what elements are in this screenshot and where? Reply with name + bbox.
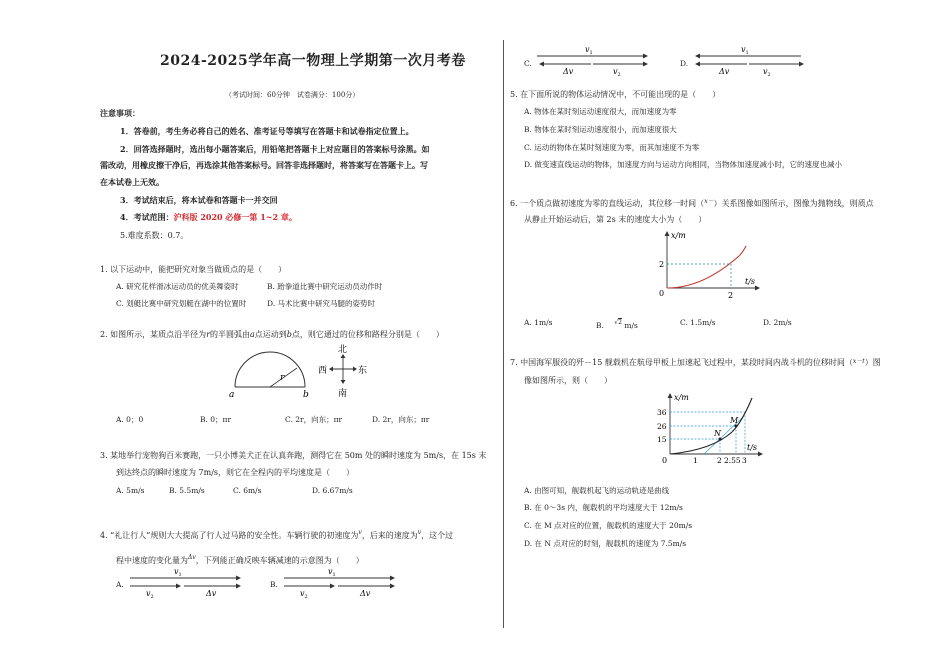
- origin-label: 0: [662, 456, 668, 465]
- x-tick-label: 2: [728, 291, 734, 300]
- q1-option-a[interactable]: A. 研究花样滑冰运动员的优美舞姿时: [116, 282, 239, 291]
- q6-xt-graph: [655, 226, 765, 301]
- q4-stem-line1: [100, 527, 453, 541]
- compass-west: 西: [318, 366, 328, 376]
- compass-north: 北: [338, 345, 348, 355]
- v2-label: $v_2$: [613, 67, 621, 76]
- compass-east: 东: [358, 366, 368, 376]
- q4-option-c-diagram: [535, 42, 655, 76]
- q4-option-b-diagram: [282, 564, 402, 598]
- q7-stem-xt: x－t: [852, 358, 865, 365]
- q5-stem: 5. 在下面所说的物体运动情况中，不可能出现的是（ ）: [510, 90, 721, 99]
- y-tick-label: 36: [657, 408, 667, 417]
- q2-stem-r: r: [206, 330, 211, 339]
- x-axis-label: t/s: [747, 443, 758, 452]
- arrow-right-icon: [799, 62, 804, 67]
- q7-xt-graph: [652, 388, 772, 468]
- q3-option-c[interactable]: C. 6m/s: [233, 486, 262, 495]
- q4-option-c-label[interactable]: C.: [524, 59, 532, 68]
- q1-option-d[interactable]: D. 马术比赛中研究马腿的姿势时: [267, 299, 376, 308]
- arrow-up-icon: [668, 393, 673, 398]
- arrow-left-icon: [695, 54, 700, 59]
- q7-option-b[interactable]: B. 在 0～3s 内，舰载机的平均速度大于 12m/s: [524, 503, 683, 512]
- arrow-right-icon: [176, 584, 181, 589]
- q6-option-c[interactable]: C. 1.5m/s: [680, 318, 716, 327]
- q6-option-d[interactable]: D. 2m/s: [763, 318, 792, 327]
- q2-semicircle-figure: [225, 342, 385, 404]
- note-1: 1．答卷前，考生务必将自己的姓名、准考证号等填写在答题卡和试卷指定位置上。: [120, 126, 414, 136]
- q3-stem-line1: 3. 某地举行宠物狗百米赛跑，一只小博美犬正在认真奔跑，测得它在 50m 处的瞬时速度为 5m/s，在 15s 末: [100, 451, 487, 460]
- q4-stem-part: ，下列能正确反映车辆减速的示意图为（ ）: [195, 556, 364, 565]
- y-axis-label: x/m: [674, 393, 689, 402]
- q2-stem: [100, 329, 444, 340]
- arrow-right-icon: [236, 584, 241, 589]
- xt-parabola: [667, 256, 739, 288]
- q4-stem-part: 4. “礼让行人”规则大大提高了行人过马路的安全性。车辆行驶的初速度为: [100, 531, 359, 540]
- q1-option-c[interactable]: C. 划艇比赛中研究划艇在湖中的位置时: [116, 299, 247, 308]
- dv-label: Δv: [360, 589, 371, 598]
- page-title: 2024-2025学年高一物理上学期第一次月考卷: [160, 53, 466, 69]
- q6-option-b-prefix: B.: [596, 321, 604, 330]
- q5-option-a[interactable]: A. 物体在某时刻运动速度很大，而加速度为零: [524, 107, 677, 116]
- exam-meta: （考试时间：60分钟 试卷满分：100分）: [225, 91, 360, 99]
- arrow-right-icon: [643, 54, 648, 59]
- q2-stem-part: 2. 如图所示，某质点沿半径为: [100, 330, 207, 339]
- v2-label: $v_2$: [763, 67, 771, 76]
- q5-option-d[interactable]: D. 做变速直线运动的物体，加速度方向与运动方向相同，当物体加速度减小时，它的速度也减小: [524, 160, 843, 169]
- q2-stem-part: 的半圆弧由: [210, 330, 251, 339]
- v1-label: $v_1$: [174, 567, 182, 578]
- column-divider: [503, 40, 504, 628]
- q7-stem-part: 7. 中国海军服役的歼－15 舰载机在航母甲板上加速起飞过程中，某段时间内战斗机的位移时间（: [510, 358, 853, 367]
- v2-label: $v_2$: [300, 589, 308, 598]
- x-tick-label: 3: [742, 456, 747, 465]
- notes-heading: 注意事项：: [100, 108, 140, 118]
- q6-option-b[interactable]: [596, 318, 638, 331]
- q6-option-a[interactable]: A. 1m/s: [524, 318, 553, 327]
- note-2b: 需改动，用橡皮擦干净后，再选涂其他答案标号。回答非选择题时，将答案写在答题卡上。写: [100, 160, 428, 170]
- q7-stem-line2: 像如图所示，则（ ）: [524, 376, 612, 385]
- q2-stem-part: 点运动到: [254, 330, 287, 339]
- q3-option-b[interactable]: B. 5.5m/s: [169, 486, 205, 495]
- q3-option-a[interactable]: A. 5m/s: [116, 486, 145, 495]
- arrow-west-icon: [329, 367, 333, 372]
- arrow-left-icon: [695, 62, 700, 67]
- q6-stem-part: 6. 一个质点做初速度为零的直线运动，其位移一时间（: [510, 199, 705, 208]
- q6-stem-xt: x－: [704, 198, 714, 205]
- v1-label: $v_1$: [585, 45, 593, 56]
- q6-option-b-unit: m/s: [624, 321, 638, 330]
- q1-option-b[interactable]: B. 跆拳道比赛中研究运动员动作时: [267, 282, 383, 291]
- compass-south: 南: [338, 389, 348, 399]
- q3-option-d[interactable]: D. 6.67m/s: [312, 486, 353, 495]
- note-4-scope: 沪科版 2020 必修一第 1~2 章。: [173, 212, 297, 222]
- point-n-label: N: [714, 429, 721, 438]
- q2-stem-a: a: [250, 330, 255, 339]
- q2-option-b[interactable]: B. 0；πr: [200, 415, 232, 424]
- arrow-up-icon: [665, 231, 670, 236]
- q7-option-d[interactable]: D. 在 N 点对应的时刻，舰载机的速度为 7.5m/s: [524, 539, 687, 548]
- q4-option-a-label[interactable]: A.: [116, 580, 124, 589]
- q3-stem-line2: 到达终点的瞬时速度为 7m/s，则它在全程内的平均速度是（ ）: [116, 468, 355, 477]
- q7-option-c[interactable]: C. 在 M 点对应的位置，舰载机的速度大于 20m/s: [524, 521, 693, 530]
- sqrt-icon: √2: [614, 319, 622, 326]
- point-b-label: b: [303, 390, 309, 400]
- q6-option-b-radicand: 2: [618, 319, 622, 326]
- q4-stem-dv: Δv: [188, 554, 196, 561]
- q4-stem-part: 程中速度的变化量为: [116, 556, 188, 565]
- x-tick-label: 2: [717, 456, 722, 465]
- q7-stem-line1: [510, 356, 881, 368]
- q2-stem-b: b: [286, 330, 292, 339]
- y-tick-label: 26: [657, 422, 667, 431]
- note-2c: 在本试卷上无效。: [100, 177, 164, 187]
- xt-parabola-ext: [739, 246, 746, 256]
- arrow-east-icon: [353, 367, 357, 372]
- origin-label: 0: [659, 289, 665, 298]
- q4-option-d-diagram: [691, 42, 811, 76]
- arrow-right-icon: [643, 62, 648, 67]
- q4-option-b-label[interactable]: B.: [270, 580, 278, 589]
- x-axis-label: t/s: [745, 277, 756, 286]
- q2-stem-part: 点，则它通过的位移和路程分别是（ ）: [291, 330, 444, 339]
- q7-option-a[interactable]: A. 由图可知，舰载机起飞的运动轨迹是曲线: [524, 486, 670, 495]
- arrow-right-icon: [236, 576, 241, 581]
- dv-label: Δv: [206, 589, 217, 598]
- q4-option-a-diagram: [128, 564, 248, 598]
- q7-stem-part: ）图: [864, 358, 881, 367]
- q1-stem: 1. 以下运动中，能把研究对象当做质点的是（ ）: [100, 265, 287, 274]
- note-2a: 2．回答选择题时，选出每小题答案后，用铅笔把答题卡上对应题目的答案标号涂黑。如: [120, 144, 430, 154]
- note-3: 3．考试结束后，将本试卷和答题卡一并交回: [120, 195, 278, 205]
- q5-option-b[interactable]: B. 物体在某时刻运动速度很小，而加速度很大: [524, 125, 677, 134]
- q6-stem-part: ）关系图像如图所示，图像为抛物线，则质点: [713, 199, 874, 208]
- q6-stem-line2: 从静止开始运动后，第 2s 末的速度大小为（ ）: [524, 215, 707, 224]
- note-5: 5.难度系数：0.7。: [120, 231, 189, 240]
- arrow-right-icon: [390, 576, 395, 581]
- q5-option-c[interactable]: C. 运动的物体在某时刻速度为零，而其加速度不为零: [524, 143, 700, 152]
- point-a-label: a: [229, 390, 235, 400]
- note-4-prefix: 4．考试范围：: [120, 212, 174, 222]
- arrow-right-icon: [755, 286, 760, 291]
- q6-stem-line1: [510, 196, 874, 209]
- v2-label: $v_2$: [146, 589, 154, 598]
- note-4: [120, 212, 297, 223]
- q2-option-d[interactable]: D. 2r，向东；πr: [372, 415, 430, 424]
- arrow-right-icon: [758, 452, 763, 457]
- v1-label: $v_1$: [741, 45, 749, 56]
- q4-stem-v1: v: [358, 529, 362, 536]
- radius-label: r: [280, 373, 285, 383]
- v1-label: $v_1$: [328, 567, 336, 578]
- y-axis-label: x/m: [671, 231, 686, 240]
- x-tick-label: 1: [693, 456, 698, 465]
- q2-option-c[interactable]: C. 2r，向东；πr: [285, 415, 343, 424]
- dv-label: Δv: [563, 67, 574, 76]
- y-tick-label: 2: [659, 260, 665, 269]
- x-tick-label: 2.55: [724, 456, 741, 465]
- arrow-south-icon: [341, 380, 346, 384]
- q4-stem-v2: v: [417, 529, 422, 536]
- q4-stem-part: ，后来的速度为: [361, 531, 418, 540]
- arrow-right-icon: [390, 584, 395, 589]
- dv-label: Δv: [719, 67, 730, 76]
- q2-option-a[interactable]: A. 0；0: [116, 415, 144, 424]
- q4-stem-part: ，这个过: [421, 531, 454, 540]
- arrow-right-icon: [330, 584, 335, 589]
- arrow-left-icon: [539, 62, 544, 67]
- point-m-label: M: [730, 416, 739, 425]
- y-tick-label: 15: [657, 435, 667, 444]
- q4-option-d-label[interactable]: D.: [680, 59, 689, 68]
